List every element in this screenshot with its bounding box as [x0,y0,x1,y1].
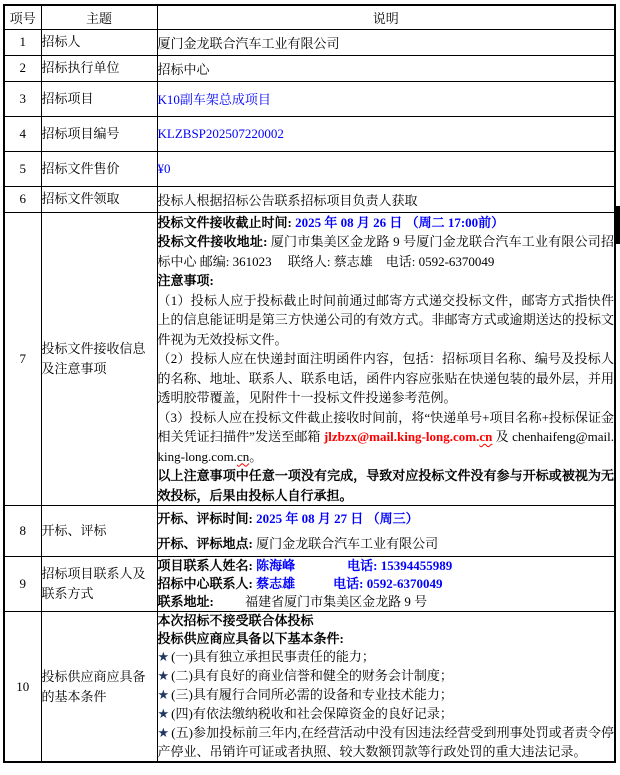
row-number-cell: 4 [4,116,41,151]
open-bid-time-value: 2025 年 08 月 27 日 （周三） [256,511,419,526]
note-3-period: 。 [249,448,263,464]
topic-cell: 招标文件售价 [41,151,157,186]
no-consortium-statement: 本次招标不接受联合体投标 [157,613,314,628]
supplier-condition-item: ★ (五)参加投标前三年内,在经营活动中没有因违法经营受到刑事处罚或者责令停产停业、吊销许可证或者执照、较大数额罚款等行政处罚的重大违法记录。 [157,725,614,759]
table-row [4,81,615,116]
supplier-condition-item: ★ (二)具有良好的商业信誉和健全的财务会计制度； [157,668,453,684]
star-icon: ★ [157,650,170,665]
deadline-value: 2025 年 08 月 26 日 （周二 17:00前） [295,214,505,230]
table-row [4,506,615,557]
topic-cell: 招标人 [41,29,157,55]
project-contact-label: 项目联系人姓名: [157,558,257,573]
table-row [4,186,615,212]
topic-cell: 招标项目联系人及联系方式 [41,557,157,612]
star-icon: ★ [157,688,170,703]
project-contact-phone: 电话: 15394455989 [347,558,453,573]
topic-cell: 投标供应商应具备的基本条件 [41,612,157,763]
receive-address-line [158,232,615,271]
description-cell [157,212,615,506]
notes-heading: 注意事项: [157,273,214,288]
topic-cell: 招标项目 [41,81,157,116]
project-code-value: KLZBSP202507220002 [157,116,615,151]
center-contact-name: 蔡志雄 [256,576,296,591]
open-bid-place-value: 厦门金龙联合汽车工业有限公司 [256,536,439,551]
contact-address-value: 福建省厦门市集美区金龙路 9 号 [245,594,428,609]
topic-cell: 开标、评标 [41,506,157,557]
email-link-bid-center[interactable]: jlzbzx@mail.king-long.com.cn [323,429,493,444]
scrollbar-thumb-fragment[interactable] [615,206,620,244]
row-number-cell: 5 [4,151,41,186]
row-number-cell: 1 [4,29,41,55]
supplier-condition-item: ★ (三)具有履行合同所必需的设备和专业技术能力； [157,687,453,703]
topic-cell: 投标文件接收信息及注意事项 [41,212,157,506]
receive-address-label: 投标文件接收地址: [157,234,271,249]
column-header-description: 说明 [157,5,615,29]
project-name-value: K10副车架总成项目 [157,81,615,116]
description-cell [157,506,615,557]
topic-cell: 招标文件领取 [41,186,157,212]
description-cell: 招标中心 [157,55,615,81]
note-3 [158,408,615,467]
email-link-contact[interactable]: chenhaifeng@mail.king-long.com.cn [157,429,614,464]
star-icon: ★ [157,707,170,722]
row-number-cell: 7 [4,212,41,506]
open-bid-place-label: 开标、评标地点: [157,536,257,551]
description-cell [157,557,615,612]
note-3-text: （3）投标人应在投标文件截止接收时间前，将“快递单号+项目名称+投标保证金相关凭证扫描件”发送至邮箱 [157,409,614,444]
warning-text: 以上注意事项中任意一项没有完成，导致对应投标文件没有参与开标或被视为无效投标，后果由投标人自行承担。 [157,468,614,503]
topic-cell: 招标执行单位 [41,55,157,81]
table-row [4,212,615,506]
center-contact-label: 招标中心联系人: [157,576,257,591]
supplier-condition-item: ★ (四)有依法缴纳税收和社会保障资金的良好记录； [157,706,453,722]
deadline-label: 投标文件接收截止时间: [157,214,296,230]
deadline-line [158,213,615,233]
row-number-cell: 9 [4,557,41,612]
table-row [4,55,615,81]
contact-address-line [158,593,615,611]
supplier-conditions-heading: 投标供应商应具备以下基本条件: [157,631,344,646]
row-number-cell: 10 [4,612,41,763]
table-row [4,116,615,151]
project-contact-name: 陈海峰 [256,558,296,573]
contact-address-label: 联系地址: [157,594,218,609]
table-row [4,612,615,763]
description-cell [157,612,615,763]
description-cell: 投标人根据招标公告联系招标项目负责人获取 [157,186,615,212]
column-header-item-no: 项号 [4,5,41,29]
project-contact-line [158,557,615,575]
open-bid-time-label: 开标、评标时间: [157,511,257,526]
description-cell: 厦门金龙联合汽车工业有限公司 [157,29,615,55]
receive-address-value: 厦门市集美区金龙路 9 号厦门金龙联合汽车工业有限公司招标中心 邮编: 361023 联络人: 蔡志雄 电话: 0592-6370049 [157,234,614,269]
center-contact-phone: 电话: 0592-6370049 [333,576,443,591]
open-bid-time-line [158,506,615,531]
row-number-cell: 6 [4,186,41,212]
document-price-value: ¥0 [157,151,615,186]
supplier-condition-item: ★ (一)具有独立承担民事责任的能力； [157,649,375,665]
star-icon: ★ [157,726,170,741]
row-number-cell: 2 [4,55,41,81]
tender-notice-table [3,4,616,763]
column-header-topic: 主题 [41,5,157,29]
note-3-connector: 及 [492,429,513,444]
table-row [4,29,615,55]
row-number-cell: 8 [4,506,41,557]
open-bid-place-line [158,531,615,556]
note-2: （2）投标人应在快递封面注明函件内容，包括：招标项目名称、编号及投标人的名称、地址、联系人、联系电话，函件内容应张贴在快递包装的最外层，并用透明胶带覆盖，见附件十一投标文件投递参考范例。 [157,351,614,405]
note-1: （1）投标人应于投标截止时间前通过邮寄方式递交投标文件，邮寄方式指快件上的信息能证明是第三方快递公司的有效方式。非邮寄方式或逾期送达的投标文件视为无效投标文件。 [157,292,614,347]
center-contact-line [158,575,615,593]
topic-cell: 招标项目编号 [41,116,157,151]
table-row [4,557,615,612]
star-icon: ★ [157,669,170,684]
row-number-cell: 3 [4,81,41,116]
header-row [4,5,615,29]
table-row [4,151,615,186]
